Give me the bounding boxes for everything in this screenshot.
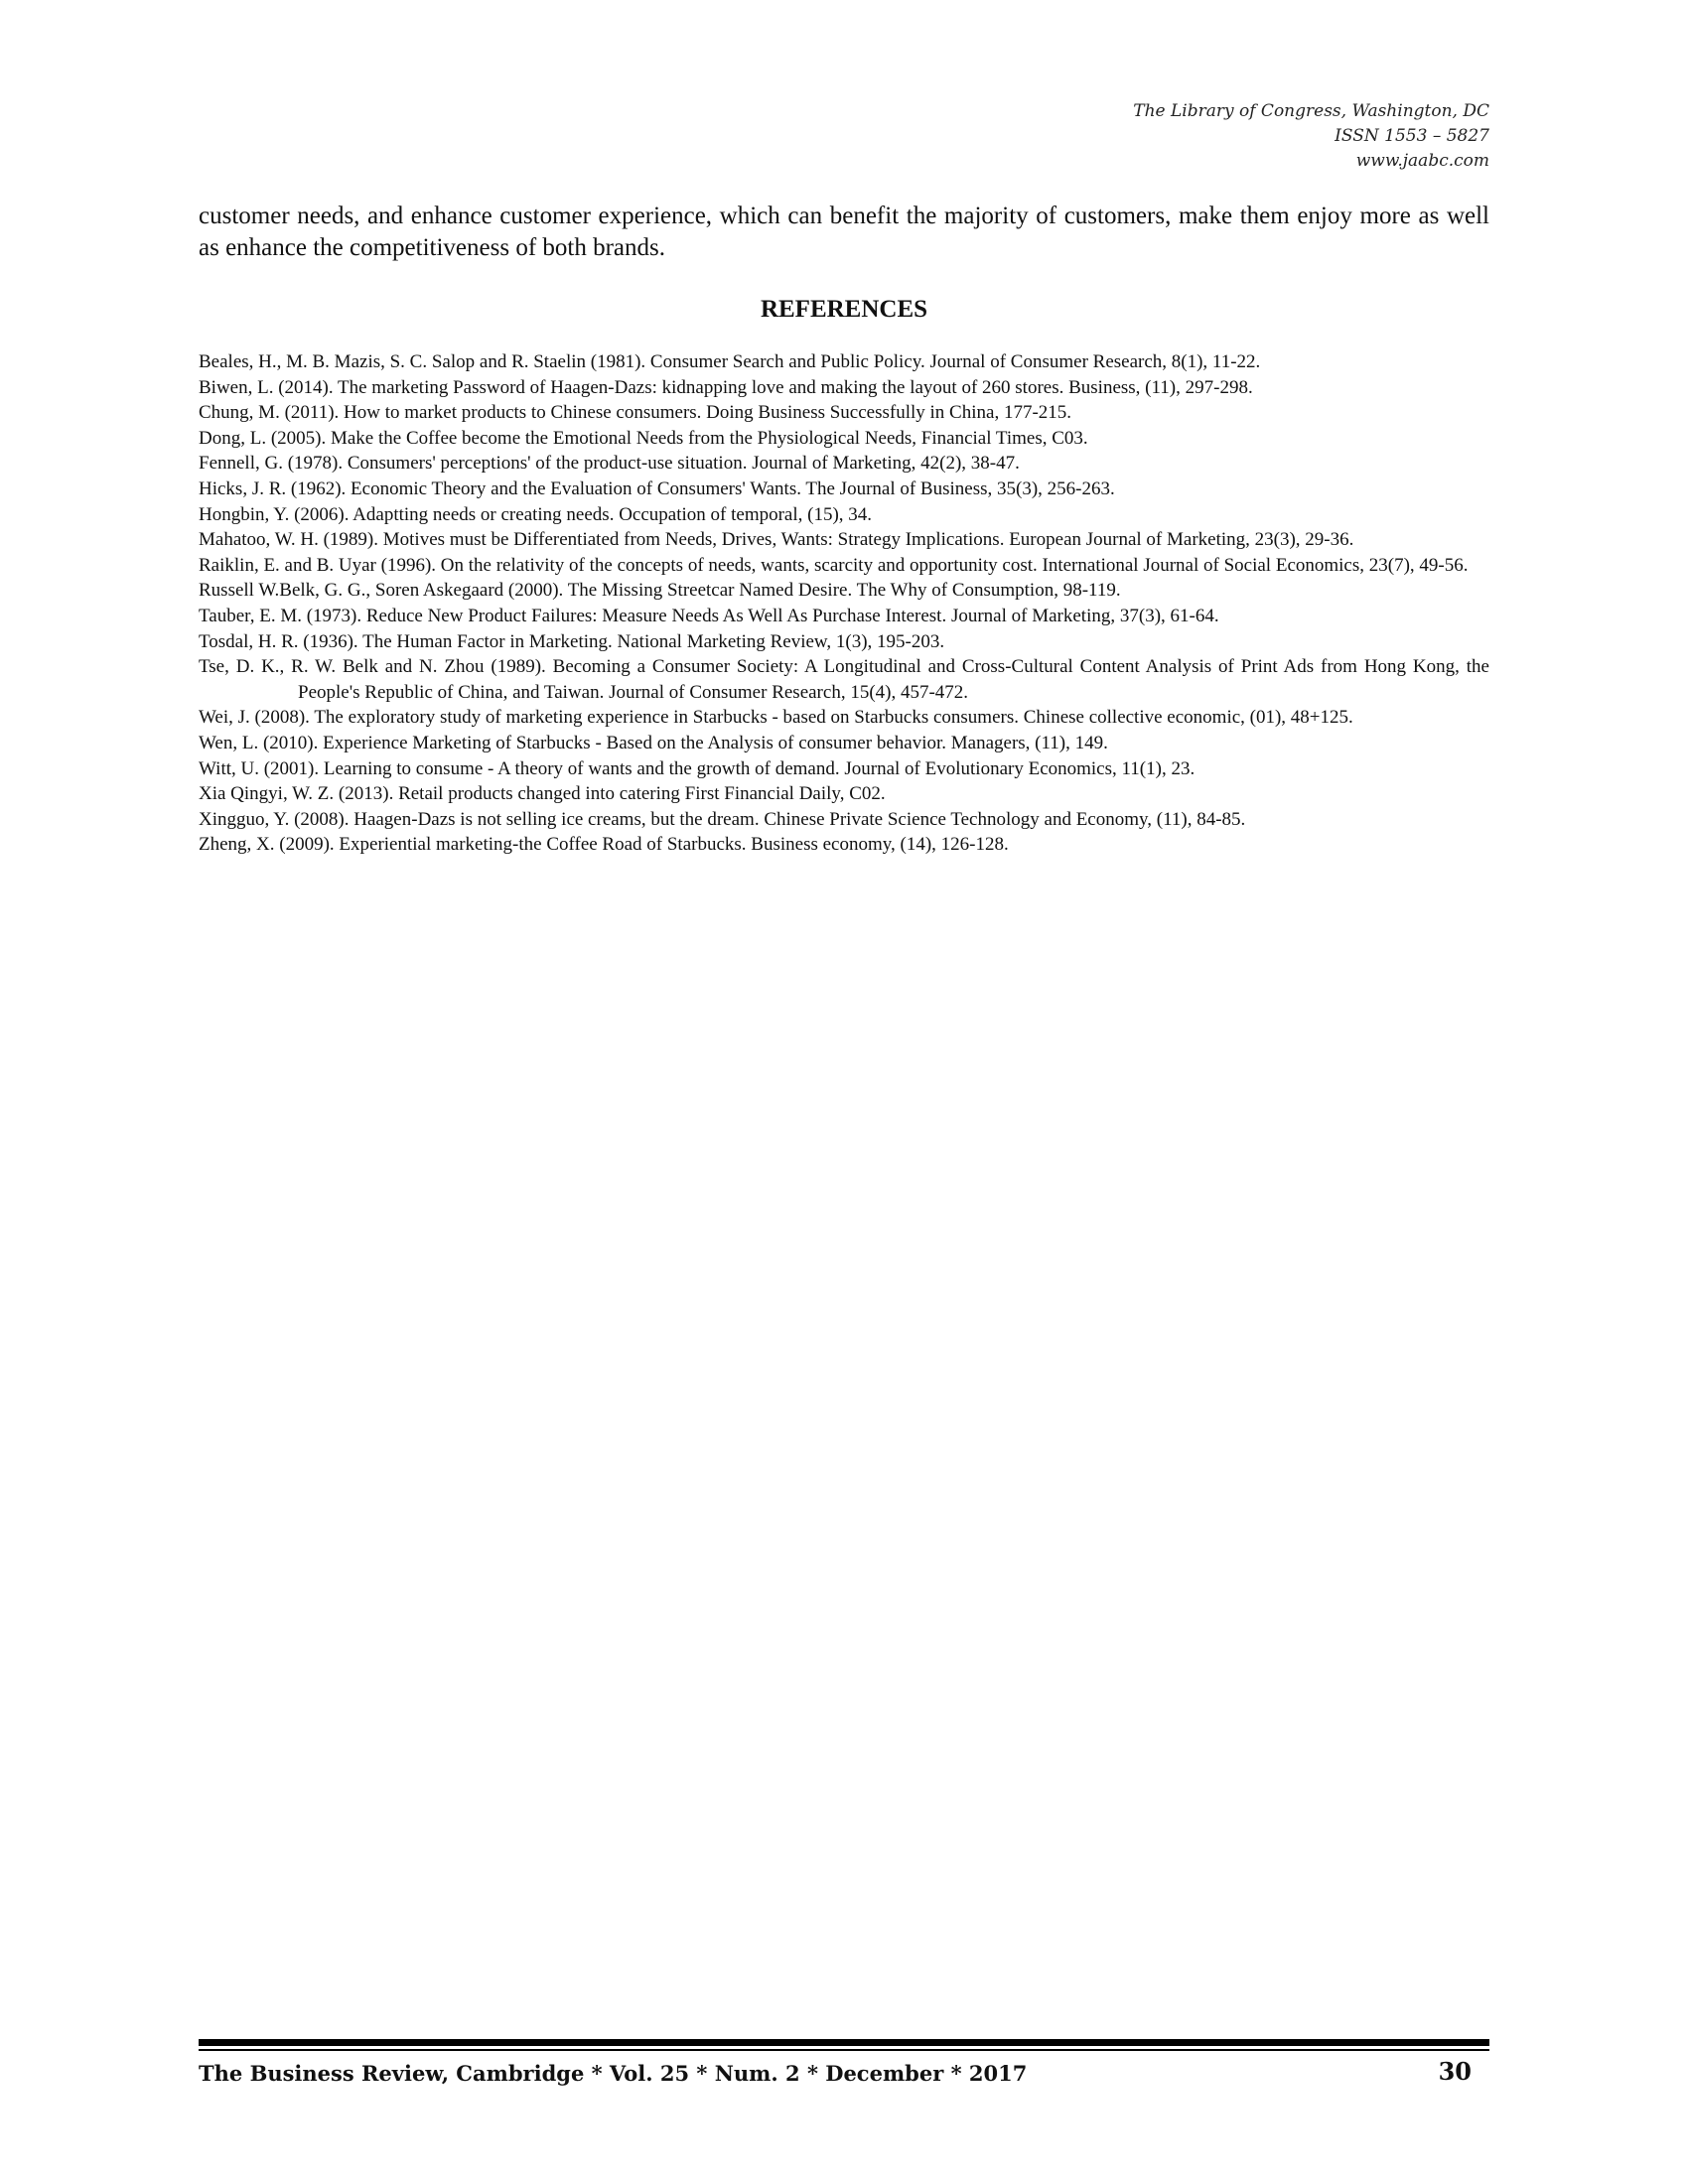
header-library-line: The Library of Congress, Washington, DC — [1133, 101, 1489, 121]
reference-item: Wei, J. (2008). The exploratory study of marketing experience in Starbucks - based on Starbucks consumers. Chinese collective economic, (01), 48+125. — [199, 707, 1353, 729]
reference-item: Tosdal, H. R. (1936). The Human Factor in Marketing. National Marketing Review, 1(3), 195-203. — [199, 630, 945, 652]
references-list — [199, 349, 1489, 858]
reference-item: Russell W.Belk, G. G., Soren Askegaard (2000). The Missing Streetcar Named Desire. The Why of Consumption, 98-119. — [199, 580, 1121, 602]
reference-item: Fennell, G. (1978). Consumers' perceptions' of the product-use situation. Journal of Marketing, 42(2), 38-47. — [199, 453, 1020, 475]
header-website-line: www.jaabc.com — [1355, 151, 1489, 171]
reference-item: Chung, M. (2011). How to market products to Chinese consumers. Doing Business Successfully in China, 177-215. — [199, 402, 1072, 424]
references-heading: REFERENCES — [760, 296, 928, 323]
footer-journal-info: The Business Review, Cambridge * Vol. 25 * Num. 2 * December * 2017 — [199, 2061, 1028, 2086]
reference-item: Zheng, X. (2009). Experiential marketing-the Coffee Road of Starbucks. Business economy, (14), 126-128. — [199, 834, 1009, 856]
reference-item: Beales, H., M. B. Mazis, S. C. Salop and R. Staelin (1981). Consumer Search and Public Policy. Journal of Consumer Research, 8(1), 11-22. — [199, 351, 1261, 372]
reference-item: Xia Qingyi, W. Z. (2013). Retail products changed into catering First Financial Daily, C02. — [199, 783, 886, 805]
page-number: 30 — [1438, 2057, 1472, 2086]
header-issn-line: ISSN 1553 – 5827 — [1335, 126, 1489, 146]
footer-rule-thin — [199, 2049, 1489, 2051]
reference-item: Witt, U. (2001). Learning to consume - A theory of wants and the growth of demand. Journal of Evolutionary Economics, 11(1), 23. — [199, 757, 1196, 779]
running-header — [1133, 99, 1489, 174]
footer-rule-thick — [199, 2039, 1489, 2046]
reference-item: Hongbin, Y. (2006). Adaptting needs or creating needs. Occupation of temporal, (15), 34. — [199, 503, 873, 525]
reference-item: Hicks, J. R. (1962). Economic Theory and the Evaluation of Consumers' Wants. The Journal of Business, 35(3), 256-263. — [199, 478, 1115, 499]
reference-item: Wen, L. (2010). Experience Marketing of Starbucks - Based on the Analysis of consumer behavior. Managers, (11), 149. — [199, 732, 1108, 753]
reference-item: Xingguo, Y. (2008). Haagen-Dazs is not selling ice creams, but the dream. Chinese Private Science Technology and Economy, (11), 84-85. — [199, 808, 1246, 830]
reference-item: Tse, D. K., R. W. Belk and N. Zhou (1989). Becoming a Consumer Society: A Longitudinal and Cross-Cultural Content Analysis of Print Ads from Hong Kong, the People's Republic of China, and Taiwan. Journal of Consumer Research, 15(4), 457-472. — [199, 656, 1489, 703]
reference-item: Tauber, E. M. (1973). Reduce New Product Failures: Measure Needs As Well As Purchase Interest. Journal of Marketing, 37(3), 61-64. — [199, 605, 1219, 626]
reference-item: Raiklin, E. and B. Uyar (1996). On the relativity of the concepts of needs, wants, scarcity and opportunity cost. International Journal of Social Economics, 23(7), 49-56. — [199, 554, 1469, 576]
reference-item: Mahatoo, W. H. (1989). Motives must be Differentiated from Needs, Drives, Wants: Strategy Implications. European Journal of Marketing, 23(3), 29-36. — [199, 529, 1354, 551]
reference-item: Biwen, L. (2014). The marketing Password of Haagen-Dazs: kidnapping love and making the layout of 260 stores. Business, (11), 297-298. — [199, 376, 1253, 398]
reference-item: Dong, L. (2005). Make the Coffee become the Emotional Needs from the Physiological Needs, Financial Times, C03. — [199, 427, 1088, 449]
body-paragraph: customer needs, and enhance customer experience, which can benefit the majority of customers, make them enjoy more as well as enhance the competitiveness of both brands. — [199, 203, 1489, 261]
